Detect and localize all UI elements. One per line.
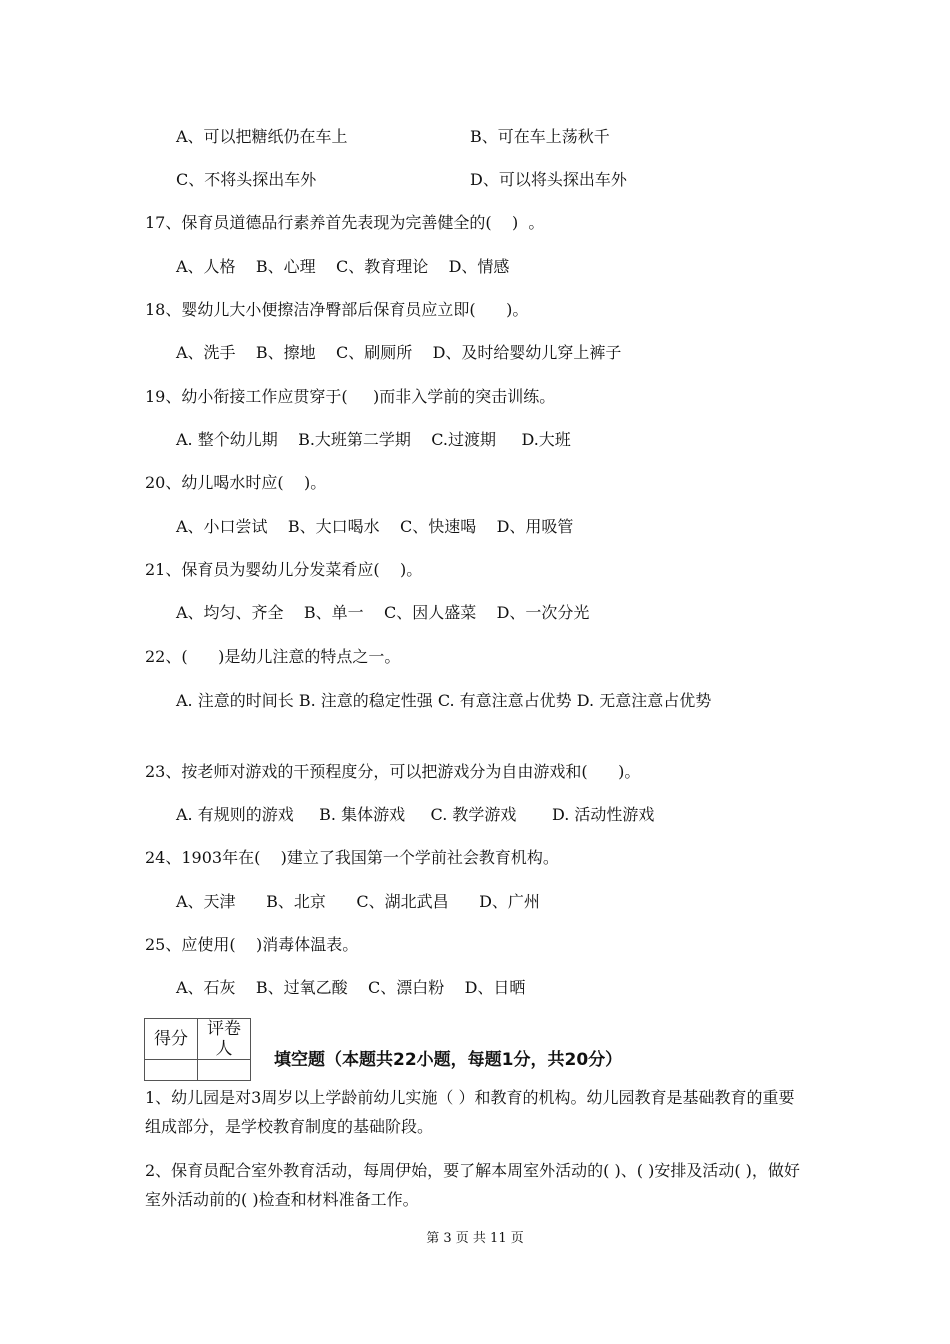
q16-option-b: B、可在车上荡秋千: [470, 127, 610, 146]
question-20: 20、幼儿喝水时应( )。: [145, 473, 327, 492]
question-24: 24、1903年在( )建立了我国第一个学前社会教育机构。: [145, 848, 559, 867]
fill-in-question-1: 1、幼儿园是对3周岁以上学龄前幼儿实施（ ）和教育的机构。幼儿园教育是基础教育的重要组成部分，是学校教育制度的基础阶段。: [145, 1088, 795, 1136]
grader-header: 评卷人: [198, 1019, 251, 1060]
score-box: [144, 1018, 251, 1081]
question-21: 21、保育员为婴幼儿分发菜肴应( )。: [145, 560, 423, 579]
q16-option-d: D、可以将头探出车外: [470, 170, 627, 189]
fill-in-question-2: 2、保育员配合室外教育活动，每周伊始，要了解本周室外活动的( )、( )安排及活动( )，做好室外活动前的( )检查和材料准备工作。: [145, 1161, 800, 1209]
question-17: 17、保育员道德品行素养首先表现为完善健全的( ) 。: [145, 213, 545, 232]
q16-option-c: C、不将头探出车外: [176, 170, 317, 189]
question-18: 18、婴幼儿大小便擦洁净臀部后保育员应立即( )。: [145, 300, 529, 319]
page-footer: 第 3 页 共 11 页: [426, 1231, 524, 1246]
question-20-options: A、小口尝试 B、大口喝水 C、快速喝 D、用吸管: [176, 517, 574, 536]
score-cell[interactable]: [145, 1060, 198, 1081]
question-19-options: A. 整个幼儿期 B.大班第二学期 C.过渡期 D.大班: [176, 430, 571, 449]
question-24-options: A、天津 B、北京 C、湖北武昌 D、广州: [176, 892, 540, 911]
question-23-options: A. 有规则的游戏 B. 集体游戏 C. 教学游戏 D. 活动性游戏: [176, 805, 655, 824]
question-25-options: A、石灰 B、过氧乙酸 C、漂白粉 D、日晒: [176, 978, 526, 997]
question-19: 19、幼小衔接工作应贯穿于( )而非入学前的突击训练。: [145, 387, 556, 406]
question-22: 22、( )是幼儿注意的特点之一。: [145, 647, 401, 666]
question-17-options: A、人格 B、心理 C、教育理论 D、情感: [176, 257, 510, 276]
section-title: 填空题（本题共22小题，每题1分，共20分）: [274, 1050, 623, 1070]
question-23: 23、按老师对游戏的干预程度分，可以把游戏分为自由游戏和( )。: [145, 762, 641, 781]
question-21-options: A、均匀、齐全 B、单一 C、因人盛菜 D、一次分光: [176, 603, 590, 622]
q16-option-a: A、可以把糖纸仍在车上: [176, 127, 348, 146]
question-22-options: A. 注意的时间长 B. 注意的稳定性强 C. 有意注意占优势 D. 无意注意占优势: [176, 691, 712, 710]
question-18-options: A、洗手 B、擦地 C、刷厕所 D、及时给婴幼儿穿上裤子: [176, 343, 622, 362]
question-25: 25、应使用( )消毒体温表。: [145, 935, 359, 954]
score-header: 得分: [145, 1019, 198, 1060]
grader-cell[interactable]: [198, 1060, 251, 1081]
